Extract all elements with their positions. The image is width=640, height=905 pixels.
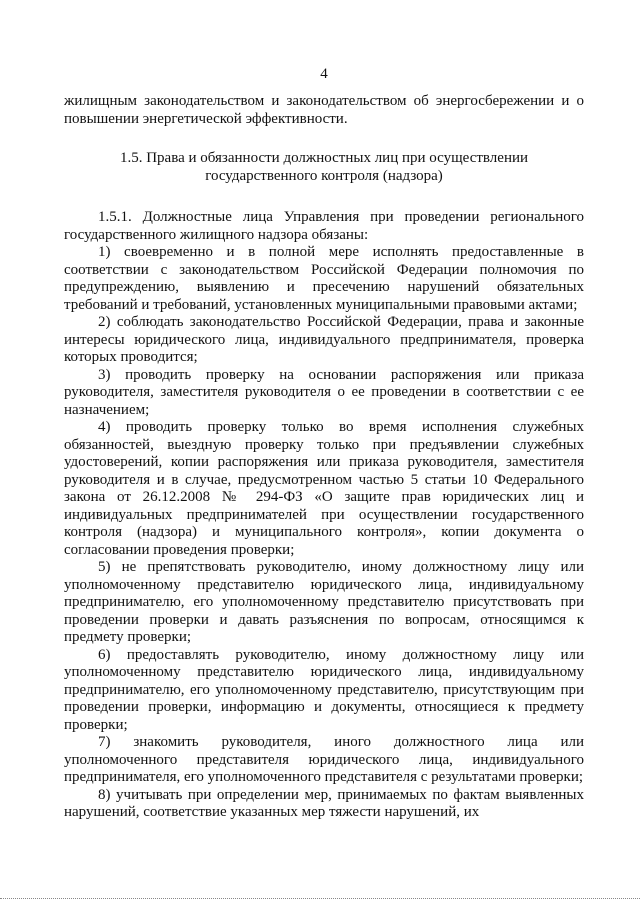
lead-paragraph: 1.5.1. Должностные лица Управления при проведении регионального государственного жилищного надзора обязаны:: [64, 209, 584, 243]
list-item: 6) предоставлять руководителю, иному должностному лицу или уполномоченному представителю юридического лица, индивидуальному предпринимателю, его уполномоченному представителю, присутствующим при проведении проверки, информацию и документы, относящиеся к предмету проверки;: [64, 646, 584, 733]
list-item: 4) проводить проверку только во время исполнения служебных обязанностей, выездную проверку только при предъявлении служебных удостоверений, копии распоряжения или приказа руководителя, заместителя руководителя и в случае, предусмотренном частью 5 статьи 10 Федерального закона от 26.12.2008 № 294-ФЗ «О защите прав юридических лиц и индивидуальных предпринимателей при осуществлении государственного контроля (надзора) и муниципального контроля», копии документа о согласовании проведения проверки;: [64, 419, 584, 558]
list-item: 3) проводить проверку на основании распоряжения или приказа руководителя, заместителя руководителя о ее проведении в соответствии с ее назначением;: [64, 366, 584, 418]
list-item: 7) знакомить руководителя, иного должностного лица или уполномоченного представителя юридического лица, индивидуального предпринимателя, его уполномоченного представителя с результатами проверки;: [64, 734, 584, 785]
duties-list: [64, 244, 584, 822]
section-title: [64, 150, 584, 185]
section-title-line-2: государственного контроля (надзора): [205, 167, 443, 184]
section-title-line-1: 1.5. Права и обязанности должностных лиц при осуществлении: [119, 150, 529, 166]
list-item: 5) не препятствовать руководителю, иному должностному лицу или уполномоченному представителю юридического лица, индивидуальному предпринимателю, его уполномоченному представителю присутствовать при проведении проверки и давать разъяснения по вопросам, относящимся к предмету проверки;: [64, 559, 584, 645]
list-item: 1) своевременно и в полной мере исполнять предоставленные в соответствии с законодательством Российской Федерации полномочия по предупреждению, выявлению и пресечению нарушений обязательных требований и требований, установленных муниципальными правовыми актами;: [64, 244, 584, 313]
intro-paragraph: жилищным законодательством и законодательством об энергосбережении и о повышении энергетической эффективности.: [64, 93, 584, 127]
list-item: 2) соблюдать законодательство Российской Федерации, права и законные интересы юридического лица, индивидуального предпринимателя, проверка которых проводится;: [64, 314, 584, 365]
list-item: 8) учитывать при определении мер, принимаемых по фактам выявленных нарушений, соответствие указанных мер тяжести нарушений, их: [64, 786, 584, 820]
page-bottom-divider: [0, 898, 640, 899]
page-number: 4: [320, 66, 328, 82]
